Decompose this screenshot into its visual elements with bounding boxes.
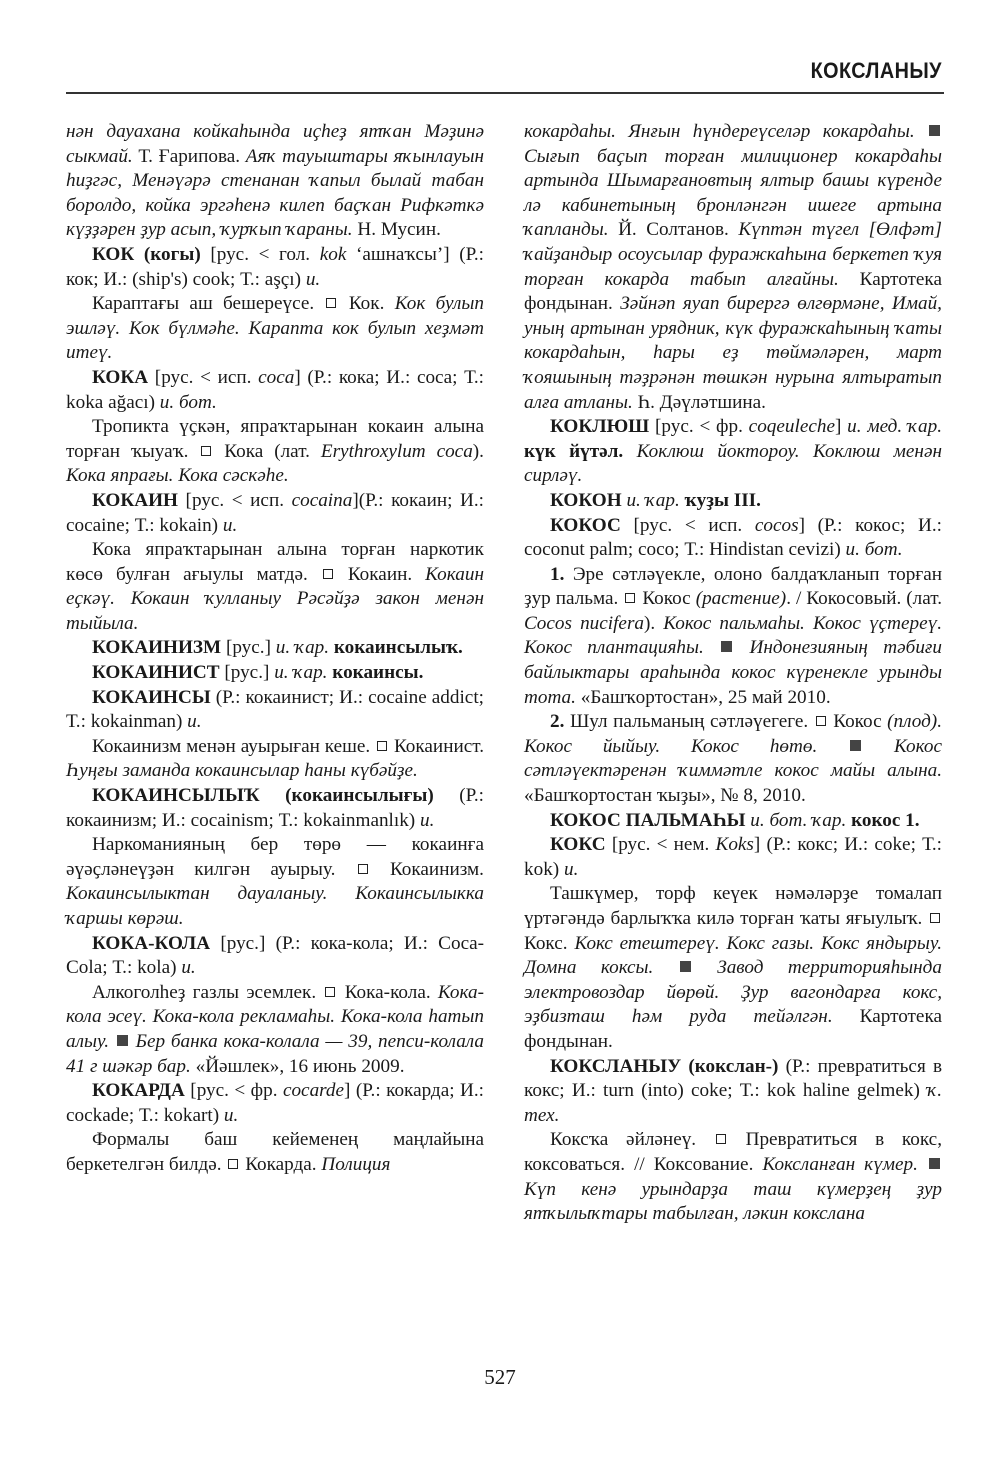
definition-paragraph <box>524 882 942 1054</box>
italic-text: cocaina <box>291 489 353 511</box>
text: (Р.: кокаинизм; И.: cocainism; Т.: kokainmanlık) <box>66 785 484 831</box>
text: Алкоголһеҙ газлы эсемлек. <box>92 981 324 1003</box>
italic-text: Кокос пальмаһы. Кокос үҫтереү. Кокос плантацияһы. <box>524 612 942 659</box>
open-square-icon <box>377 741 387 751</box>
text: Кокаинизм. <box>369 858 484 880</box>
headword-text: КОКОС ПАЛЬМАҺЫ <box>550 809 746 831</box>
italic-text: Cocos nucifera <box>524 612 645 634</box>
italic-text: и. ҡар. <box>275 637 330 659</box>
headword-text: КОК (когы) <box>92 243 201 265</box>
definition-paragraph <box>524 1128 942 1226</box>
filled-square-icon <box>721 641 732 652</box>
text: Караптағы аш бешереүсе. <box>92 293 325 315</box>
definition-paragraph <box>66 415 484 489</box>
dictionary-entry <box>66 1079 484 1128</box>
italic-text: Күп кенә урындарҙа таш күмерҙең ҙур ятҡылыҡтары табылған, ләкин кокслана <box>524 1178 942 1225</box>
italic-text: и. ҡар. <box>621 489 680 511</box>
dictionary-entry <box>524 1055 942 1129</box>
headword-text: кокос 1. <box>846 809 920 831</box>
italic-text: и. <box>223 1104 239 1126</box>
text: ‘ашнаҡсы’] (Р.: кок; И.: (ship's) cook; Т.: aşçı) <box>66 243 484 290</box>
italic-text: и. бот. <box>159 391 217 413</box>
text: Кок. <box>338 293 395 315</box>
text: Кокос <box>637 588 696 610</box>
italic-text: и. бот. <box>845 539 903 561</box>
open-square-icon <box>358 864 368 874</box>
text: [рус. < исп. <box>148 366 259 388</box>
dictionary-entry <box>524 833 942 882</box>
headword-text: КОКАРДА <box>92 1080 185 1102</box>
italic-text: Кокаинсылыктан дауаланыу. Кокаинсылыкка ҡаршы көрәш. <box>66 883 484 929</box>
headword-text: 2. <box>550 711 565 733</box>
italic-text: кокардаһы. Янғын һүндереүселәр кокардаһы. <box>524 121 927 142</box>
text: ] (Р.: кокарда; И.: cockade; Т.: kokart) <box>66 1080 484 1126</box>
italic-text: Кока-кола эсеү. Кока-кола рекламаһы. Кока-кола һатып алыу. <box>66 981 484 1052</box>
italic-text: Сығып баҫып торған милиционер кокардаһы артында Шымарғановтың ялтыр башы күренде лә кабинетының бронләнгән ишеге артына ҡапланды. <box>524 145 942 241</box>
open-square-icon <box>930 913 940 923</box>
headword-text: КОКС <box>550 834 606 856</box>
text: Й. Солтанов. <box>608 219 739 241</box>
open-square-icon <box>625 593 635 603</box>
open-square-icon <box>228 1159 238 1169</box>
dictionary-entry <box>66 366 484 415</box>
text: Н. Мусин. <box>352 219 441 241</box>
italic-text: Индонезияның тәбиғи байлыктары араһында кокос күренекле урынды тота. <box>524 637 942 708</box>
text: ). <box>644 612 664 634</box>
text: Формалы баш кейеменең маңлайына беркетелгән билдә. <box>66 1129 484 1175</box>
text: Наркоманияның бер төрө — кокаинға әүәҫләнеүҙән килгән ауырыу. <box>66 834 484 880</box>
headword-text: КОКОН <box>550 489 622 511</box>
headword-text: КОКАИНИЗМ <box>92 637 222 659</box>
italic-text: и. <box>563 858 579 880</box>
text: Кокаинист. <box>389 735 484 757</box>
text: [рус.] <box>221 637 276 659</box>
text: . / Кокосовый. (лат. <box>786 588 942 610</box>
italic-text: Erythroxylum coca <box>320 440 473 462</box>
text: Кокарда. <box>240 1153 322 1175</box>
text: Эре сәтләүекле, олоно балдаҡланып торған ҙур пальма. <box>524 563 942 610</box>
dictionary-entry <box>66 636 484 661</box>
italic-text: и. <box>420 809 435 831</box>
italic-text: coqeuleche <box>748 416 835 438</box>
filled-square-icon <box>680 961 691 972</box>
header-rule <box>66 92 944 94</box>
text: Кока-кола. <box>337 981 438 1003</box>
text: Кока (лат. <box>213 440 321 462</box>
italic-text: (плод). Кокос йыйыу. Кокос һөтө. <box>524 711 942 757</box>
italic-text: Полиция <box>321 1153 391 1175</box>
headword-text: КОКА <box>92 366 149 388</box>
right-column <box>524 120 942 1227</box>
italic-text: и. мед. ҡар. <box>847 416 943 438</box>
open-square-icon <box>326 298 336 308</box>
italic-text: и. <box>181 957 196 979</box>
italic-text: Koks <box>715 834 754 856</box>
italic-text: Кока япрағы. Кока сәскәһе. <box>66 465 289 487</box>
page-number: 527 <box>484 1365 516 1389</box>
text: Кока япраҡтарынан алына торған наркотик көсө булған ағыулы матдә. <box>66 539 484 585</box>
text: Һ. Дәүләтшина. <box>632 391 766 413</box>
definition-paragraph <box>524 710 942 808</box>
text: [рус. < гол. <box>200 243 320 265</box>
dictionary-entry <box>524 514 942 563</box>
italic-text: и. <box>222 514 238 536</box>
italic-text: Коклюш йоктороу. Коклюш менән сирләү. <box>524 440 942 487</box>
italic-text: (растение) <box>695 588 787 610</box>
italic-text: и. <box>187 711 202 733</box>
definition-paragraph <box>66 833 484 931</box>
headword-text: күк йүтәл. <box>524 440 624 462</box>
left-column <box>66 120 484 1178</box>
continued-text <box>524 120 942 415</box>
dictionary-entry <box>66 243 484 292</box>
italic-text: Кокаин еҫкәү. Кокаин ҡулланыу Рәсәйҙә закон менән тыйыла. <box>66 563 484 634</box>
italic-text: ҡ. тех. <box>524 1080 942 1126</box>
text: [рус. < фр. <box>184 1080 283 1102</box>
italic-text: Күптән түгел [Өлфәт] ҡайҙандыр осоусылар фуражкаһына беркетеп ҡуя торған кокарда табып алғайны. <box>524 219 942 290</box>
text: Картотека фондынан. <box>524 268 942 315</box>
dictionary-entry <box>66 784 484 833</box>
italic-text: Аяҡ тауыштары яҡынлауын һиҙгәс, Менәүәрә стенанан ҡапыл былай табан боролдо, койка эргәһенә килеп баҫҡан Рифкәткә күҙҙәрен ҙур асып, ҡурҡып ҡараны. <box>66 145 484 241</box>
text: [рус. < исп. <box>177 489 292 511</box>
text: ] <box>834 416 848 438</box>
headword-text: КОКАИНСЫ <box>92 686 211 708</box>
text: ] (Р.: кока; И.: coca; Т.: koka ağacı) <box>66 366 485 413</box>
filled-square-icon <box>850 740 861 751</box>
text: ](Р.: кокаин; И.: cocaine; Т.: kokain) <box>66 489 484 536</box>
definition-paragraph <box>524 563 942 711</box>
text: Шул пальманың сәтләүегеге. <box>564 711 814 733</box>
headword-text: КОКАИНСЫЛЫҠ (кокаинсылығы) <box>92 785 434 807</box>
italic-text: и. бот. ҡар. <box>745 809 847 831</box>
dictionary-entry <box>524 415 942 489</box>
definition-paragraph <box>66 981 484 1079</box>
text: [рус. < фр. <box>649 416 749 438</box>
italic-text: нән дауахана койкаһында иҫһеҙ ятҡан Мәҙинә сыкмай. <box>66 121 484 167</box>
dictionary-entry <box>66 932 484 981</box>
italic-text: Завод территорияһында электровоздар йөрөй. Ҙур вагондарға кокс, эҙбизташ һәм руда тейәлгән. <box>524 957 942 1028</box>
dictionary-entry <box>66 686 484 735</box>
text: Превратиться в кокс, коксоваться. // Коксование. <box>524 1129 942 1175</box>
italic-text: Бер банка кока-колала — 39, пепси-колала 41 г шәкәр бар. <box>66 1030 484 1077</box>
italic-text: Кокс етештереү. Кокс газы. Кокс яндырыу. Домна коксы. <box>524 932 942 979</box>
headword-text: кокаинсы. <box>327 662 424 684</box>
text: [рус. < нем. <box>605 834 716 856</box>
text: «Йәшлек», 16 июнь 2009. <box>190 1055 405 1077</box>
text: ] (Р.: кокс; И.: coke; Т.: kok) <box>524 834 942 880</box>
italic-text: cocos <box>754 514 799 536</box>
headword-text: кокаинсылыҡ. <box>329 637 463 659</box>
italic-text: kok <box>319 243 347 265</box>
text: Т. Ғарипова. <box>132 145 246 167</box>
dictionary-entry <box>524 489 942 514</box>
definition-paragraph <box>66 292 484 366</box>
headword-text: КОКЛЮШ <box>550 416 650 438</box>
italic-text: и. <box>305 268 321 290</box>
definition-paragraph <box>66 1128 484 1177</box>
headword-text: 1. <box>550 563 565 585</box>
filled-square-icon <box>929 1158 940 1169</box>
headword-text: КОКАИН <box>92 489 178 511</box>
headword-text: ҡуҙы III. <box>679 489 761 511</box>
text: [рус. < исп. <box>620 514 755 536</box>
text: Коксҡа әйләнеү. <box>550 1129 714 1151</box>
italic-text: Һуңғы заманда кокаинсылар һаны күбәйҙе. <box>66 760 418 782</box>
open-square-icon <box>816 716 826 726</box>
continued-text <box>66 120 484 243</box>
italic-text: Коксланған күмер. <box>762 1153 927 1175</box>
headword-text: КОКОС <box>550 514 621 536</box>
open-square-icon <box>201 446 211 456</box>
text: ). <box>472 440 484 462</box>
headword-text: КОКАИНИСТ <box>92 662 220 684</box>
text: [рус.] <box>219 662 275 684</box>
italic-text: и. ҡар. <box>274 662 328 684</box>
italic-text: cocarde <box>282 1080 345 1102</box>
text: Ташкүмер, торф кеүек нәмәләрҙе томалап үртәгәндә барлыҡҡа килә торған ҡаты яғыулыҡ. <box>524 883 942 929</box>
italic-text: coca <box>258 366 295 388</box>
text: Кокос <box>827 711 888 733</box>
running-head: КОКСЛАНЫУ <box>810 58 942 83</box>
text: «Башҡортостан ҡыҙы», № 8, 2010. <box>524 785 806 807</box>
definition-paragraph <box>66 735 484 784</box>
dictionary-entry <box>66 489 484 538</box>
open-square-icon <box>716 1134 726 1144</box>
text: (Р.: превратиться в кокс; И.: turn (into) coke; Т.: kok haline gelmek) <box>524 1055 943 1102</box>
text: Кокаин. <box>334 563 426 585</box>
text: Тропикта үҫкән, япраҡтарынан кокаин алына торған ҡыуаҡ. <box>66 416 484 462</box>
filled-square-icon <box>929 125 940 136</box>
text: (Р.: кокаинист; И.: cocaine addict; Т.: kokainman) <box>66 686 484 733</box>
headword-text: КОКА-КОЛА <box>92 932 211 954</box>
text: Кокаинизм менән ауырыған кеше. <box>92 735 376 757</box>
text: ] (Р.: кокос; И.: coconut palm; coco; Т.: Hindistan cevizi) <box>524 514 942 561</box>
text: [рус.] (Р.: кока-кола; И.: Coca-Cola; Т.: kola) <box>66 932 484 979</box>
definition-paragraph <box>66 538 484 636</box>
text: Картотека фондынан. <box>524 1006 942 1052</box>
italic-text: Кокос сәтләүектәренән ҡиммәтле кокос майы алына. <box>524 735 942 782</box>
italic-text: Кок булып эшләү. Кок бүлмәһе. Карапта кок булып хеҙмәт итеү. <box>66 293 484 364</box>
dictionary-entry <box>524 809 942 834</box>
open-square-icon <box>323 569 333 579</box>
dictionary-entry <box>66 661 484 686</box>
open-square-icon <box>325 987 335 997</box>
text: Кокс. <box>524 932 575 954</box>
text: «Башҡортостан», 25 май 2010. <box>575 686 831 708</box>
italic-text: Зәйнәп яуап бирергә өлгөрмәне, Имай, уның артынан урядник, күк фуражкаһының ҡаты кокардаһын, һары еҙ төймәләрен, март ҡояшының тәҙрәнән төшкән нурына ялтыратып алға атланы. <box>524 293 942 413</box>
filled-square-icon <box>117 1035 128 1046</box>
headword-text: КОКСЛАНЫУ (кокслан-) <box>550 1055 779 1077</box>
